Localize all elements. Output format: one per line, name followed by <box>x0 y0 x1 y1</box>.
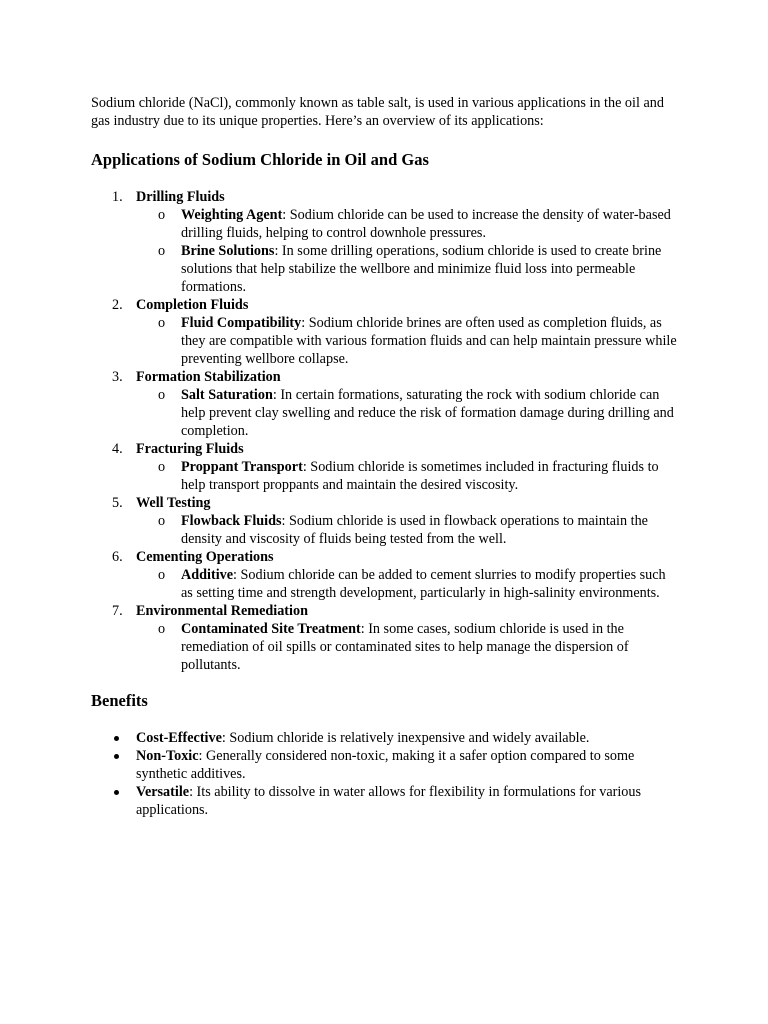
sub-item-label: Contaminated Site Treatment <box>181 621 361 637</box>
sub-list-item <box>136 620 678 674</box>
sub-list <box>136 386 678 440</box>
benefit-item <box>91 729 678 747</box>
bullet-icon <box>114 736 119 741</box>
benefit-item <box>91 747 678 783</box>
benefit-text: : Sodium chloride is relatively inexpensive and widely available. <box>221 730 590 746</box>
sub-list-item <box>136 242 678 296</box>
item-title: Environmental Remediation <box>136 603 308 619</box>
list-item <box>91 494 678 548</box>
item-title: Formation Stabilization <box>136 369 281 385</box>
sub-list-item <box>136 566 678 602</box>
sub-list-item <box>136 386 678 440</box>
sub-item-text: : In some cases, sodium chloride is used in the remediation of oil spills or contaminated sites to help manage the dispersion of pollutants. <box>181 621 629 673</box>
sub-list <box>136 620 678 674</box>
circle-bullet-icon: o <box>158 207 166 223</box>
sub-item-text: : Sodium chloride can be used to increase the density of water-based drilling fluids, helping to control downhole pressures. <box>181 207 671 241</box>
list-item <box>91 548 678 602</box>
benefits-heading: Benefits <box>91 691 148 710</box>
sub-item-label: Brine Solutions <box>181 243 275 259</box>
sub-list <box>136 566 678 602</box>
benefit-label: Cost-Effective <box>136 730 222 746</box>
item-number: 4. <box>112 441 123 457</box>
sub-list-item <box>136 314 678 368</box>
circle-bullet-icon: o <box>158 567 166 583</box>
sub-item-text: : In some drilling operations, sodium chloride is used to create brine solutions that help stabilize the wellbore and minimize fluid loss into permeable formations. <box>181 243 662 295</box>
item-number: 1. <box>112 189 123 205</box>
list-item <box>91 602 678 674</box>
sub-item-label: Fluid Compatibility <box>181 315 302 331</box>
benefit-item <box>91 783 678 819</box>
item-title: Cementing Operations <box>136 549 274 565</box>
item-title: Fracturing Fluids <box>136 441 244 457</box>
sub-item-text: : Sodium chloride brines are often used as completion fluids, as they are compatible with various formation fluids and can help maintain pressure while preventing wellbore collapse. <box>181 315 677 367</box>
item-title: Completion Fluids <box>136 297 249 313</box>
item-title: Drilling Fluids <box>136 189 225 205</box>
sub-list <box>136 206 678 296</box>
item-number: 3. <box>112 369 123 385</box>
list-item <box>91 188 678 296</box>
sub-item-text: : Sodium chloride is used in flowback operations to maintain the density and viscosity of fluids being tested from the well. <box>181 513 648 547</box>
circle-bullet-icon: o <box>158 621 166 637</box>
intro-paragraph: Sodium chloride (NaCl), commonly known as table salt, is used in various applications in the oil and gas industry due to its unique properties. Here’s an overview of its applications: <box>91 95 664 129</box>
benefits-list <box>91 729 678 819</box>
sub-item-text: : Sodium chloride is sometimes included in fracturing fluids to help transport proppants and maintain the desired viscosity. <box>181 459 659 493</box>
item-number: 5. <box>112 495 123 511</box>
bullet-icon <box>114 754 119 759</box>
sub-list <box>136 512 678 548</box>
sub-list-item <box>136 512 678 548</box>
sub-list <box>136 458 678 494</box>
sub-item-text: : In certain formations, saturating the rock with sodium chloride can help prevent clay swelling and reduce the risk of formation damage during drilling and completion. <box>181 387 674 439</box>
applications-list <box>91 188 678 674</box>
bullet-icon <box>114 790 119 795</box>
sub-list-item <box>136 458 678 494</box>
circle-bullet-icon: o <box>158 387 166 403</box>
item-number: 7. <box>112 603 123 619</box>
sub-item-label: Additive <box>181 567 234 583</box>
benefit-label: Versatile <box>136 784 190 800</box>
sub-item-label: Proppant Transport <box>181 459 303 475</box>
benefit-text: : Generally considered non-toxic, making it a safer option compared to some synthetic additives. <box>136 748 635 782</box>
sub-item-label: Salt Saturation <box>181 387 273 403</box>
list-item <box>91 368 678 440</box>
circle-bullet-icon: o <box>158 243 166 259</box>
item-number: 2. <box>112 297 123 313</box>
sub-item-text: : Sodium chloride can be added to cement slurries to modify properties such as setting time and strength development, particularly in high-salinity environments. <box>181 567 666 601</box>
list-item <box>91 440 678 494</box>
circle-bullet-icon: o <box>158 459 166 475</box>
sub-item-label: Weighting Agent <box>181 207 283 223</box>
item-title: Well Testing <box>136 495 211 511</box>
benefit-text: : Its ability to dissolve in water allows for flexibility in formulations for various applications. <box>136 784 642 818</box>
circle-bullet-icon: o <box>158 513 166 529</box>
sub-item-label: Flowback Fluids <box>181 513 282 529</box>
applications-heading: Applications of Sodium Chloride in Oil and Gas <box>91 150 429 169</box>
item-number: 6. <box>112 549 123 565</box>
list-item <box>91 296 678 368</box>
benefit-label: Non-Toxic <box>136 748 199 764</box>
circle-bullet-icon: o <box>158 315 166 331</box>
sub-list <box>136 314 678 368</box>
sub-list-item <box>136 206 678 242</box>
